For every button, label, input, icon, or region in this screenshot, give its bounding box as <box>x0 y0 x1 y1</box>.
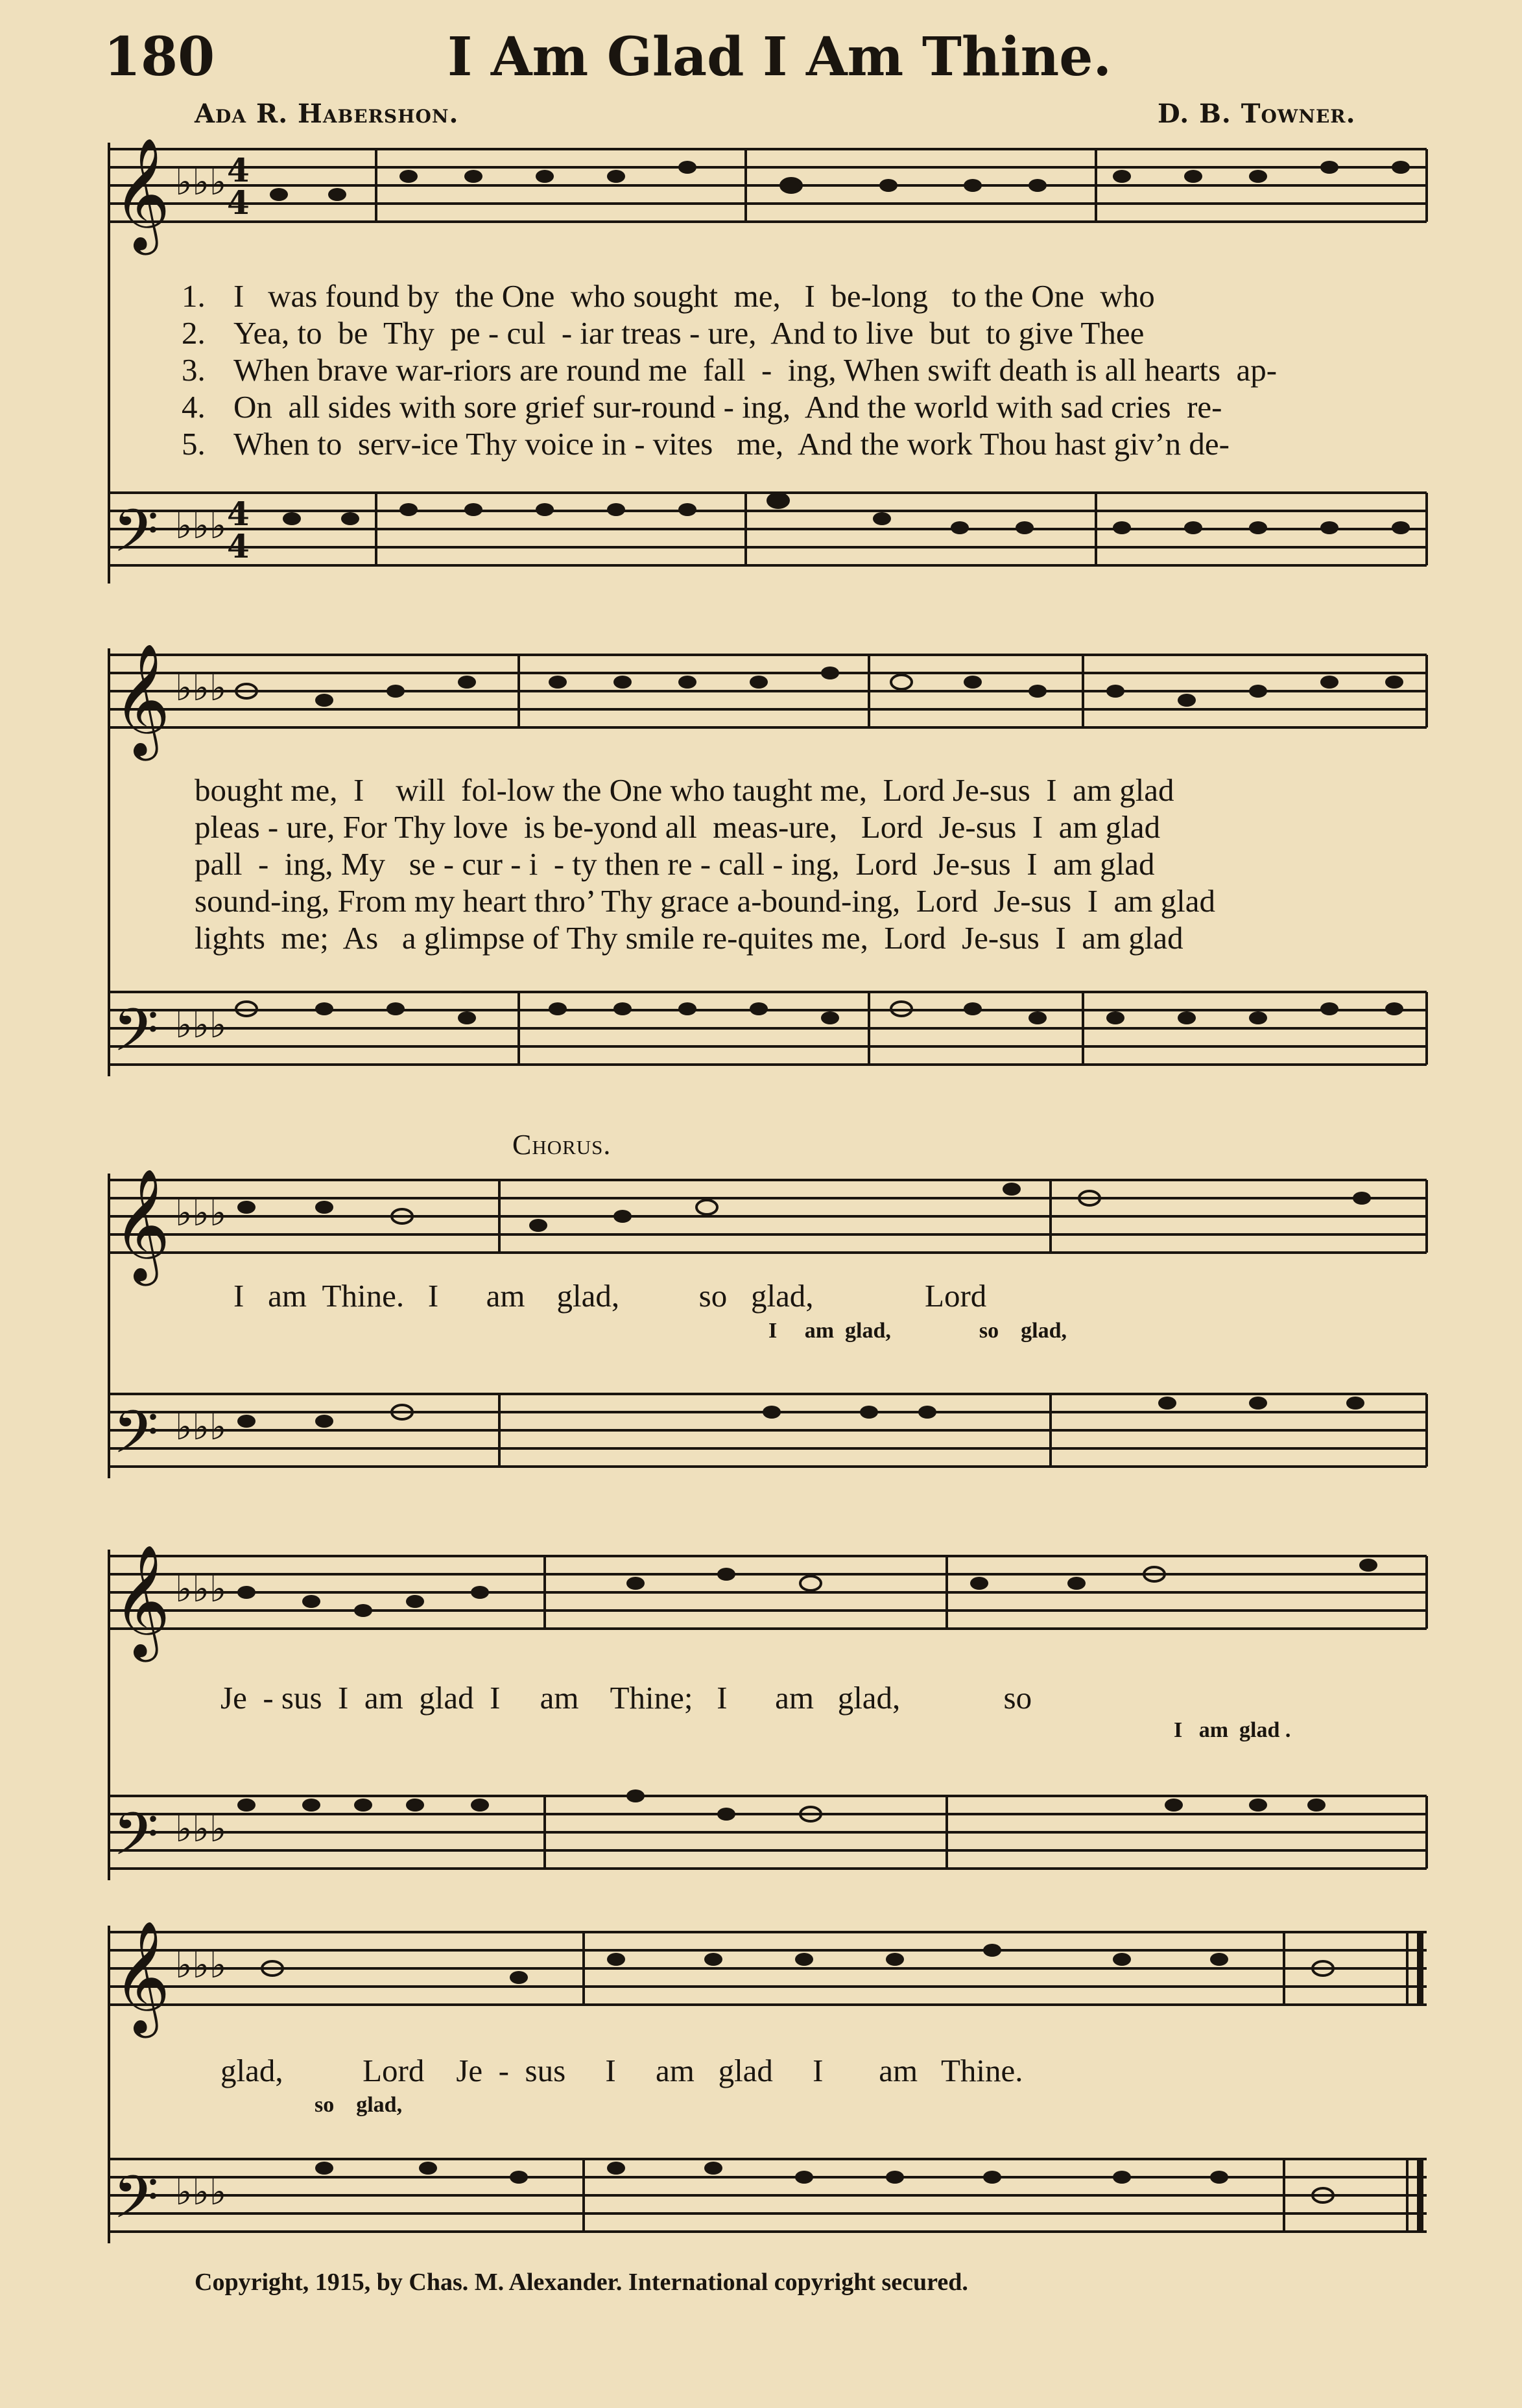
chorus-label: Chorus. <box>512 1129 612 1161</box>
hymn-title: I Am Glad I Am Thine. <box>447 26 1112 88</box>
treble-staff-1 <box>110 149 1427 222</box>
music-system-2 <box>104 629 1433 1096</box>
svg-text:♭♭♭: ♭♭♭ <box>175 667 227 709</box>
lyric-line: On all sides with sore grief sur-round - ing, And the world with sad cries re- <box>233 389 1222 425</box>
author-credit: Ada R. Habershon. <box>195 99 459 129</box>
verse-number: 4. <box>182 389 206 425</box>
lyric-line: lights me; As a glimpse of Thy smile re-quites me, Lord Je-sus I am glad <box>195 920 1183 956</box>
svg-text:𝄞: 𝄞 <box>113 1168 171 1281</box>
svg-text:𝄢: 𝄢 <box>113 2163 159 2246</box>
svg-text:𝄞: 𝄞 <box>113 137 171 250</box>
svg-text:𝄞: 𝄞 <box>113 1544 171 1657</box>
lyric-line: sound-ing, From my heart thro’ Thy grace a-bound-ing, Lord Je-sus I am glad <box>195 883 1216 919</box>
svg-text:♭♭♭: ♭♭♭ <box>175 1944 227 1987</box>
svg-text:𝄢: 𝄢 <box>113 1800 159 1883</box>
svg-text:𝄢: 𝄢 <box>113 996 159 1079</box>
lyric-line: I am Thine. I am glad, so glad, Lord <box>233 1278 987 1314</box>
verse-number: 3. <box>182 352 206 388</box>
bass-echo-lyrics: I am glad . <box>1174 1718 1291 1742</box>
hymn-number: 180 <box>104 26 215 88</box>
svg-text:4: 4 <box>227 495 250 533</box>
svg-text:♭♭♭: ♭♭♭ <box>175 1568 227 1611</box>
music-system-4 <box>104 1524 1433 1887</box>
verse-number: 5. <box>182 426 206 462</box>
lyric-line: glad, Lord Je - sus I am glad I am Thine. <box>220 2053 1023 2088</box>
svg-text:4: 4 <box>227 151 250 189</box>
lyric-line: pall - ing, My se - cur - i - ty then re - call - ing, Lord Je-sus I am glad <box>195 846 1155 882</box>
lyric-line: bought me, I will fol-low the One who taught me, Lord Je-sus I am glad <box>195 772 1174 808</box>
svg-text:♭♭♭: ♭♭♭ <box>175 2171 227 2213</box>
lyric-line: When brave war-riors are round me fall - ing, When swift death is all hearts ap- <box>233 352 1278 388</box>
verse-number: 1. <box>182 278 206 314</box>
bass-echo-lyrics: so glad, <box>315 2093 403 2117</box>
svg-text:♭♭♭: ♭♭♭ <box>175 1192 227 1234</box>
lyric-line: I was found by the One who sought me, I be-long to the One who <box>233 278 1155 314</box>
svg-text:𝄢: 𝄢 <box>113 497 159 580</box>
music-system-1 <box>104 130 1433 596</box>
svg-text:♭♭♭: ♭♭♭ <box>175 505 227 547</box>
bass-echo-lyrics: I am glad, so glad, <box>768 1319 1067 1343</box>
svg-text:4: 4 <box>227 183 250 222</box>
svg-text:♭♭♭: ♭♭♭ <box>175 1406 227 1448</box>
music-system-3 <box>104 1122 1433 1491</box>
lyric-line: Je - sus I am glad I am Thine; I am glad, so <box>220 1680 1032 1716</box>
composer-credit: D. B. Towner. <box>1158 99 1356 129</box>
lyric-line: When to serv-ice Thy voice in - vites me, And the work Thou hast giv’n de- <box>233 426 1230 462</box>
svg-text:𝄢: 𝄢 <box>113 1398 159 1481</box>
svg-text:4: 4 <box>227 527 250 565</box>
copyright-notice: Copyright, 1915, by Chas. M. Alexander. International copyright secured. <box>195 2269 968 2296</box>
svg-text:♭♭♭: ♭♭♭ <box>175 1808 227 1850</box>
lyric-line: pleas - ure, For Thy love is be-yond all meas-ure, Lord Je-sus I am glad <box>195 809 1161 845</box>
music-system-5 <box>104 1913 1433 2250</box>
lyric-line: Yea, to be Thy pe - cul - iar treas - ure, And to live but to give Thee <box>233 315 1145 351</box>
svg-text:♭♭♭: ♭♭♭ <box>175 1004 227 1046</box>
svg-text:𝄞: 𝄞 <box>113 1920 171 2033</box>
svg-text:𝄞: 𝄞 <box>113 643 171 756</box>
svg-text:♭♭♭: ♭♭♭ <box>175 161 227 204</box>
verse-number: 2. <box>182 315 206 351</box>
